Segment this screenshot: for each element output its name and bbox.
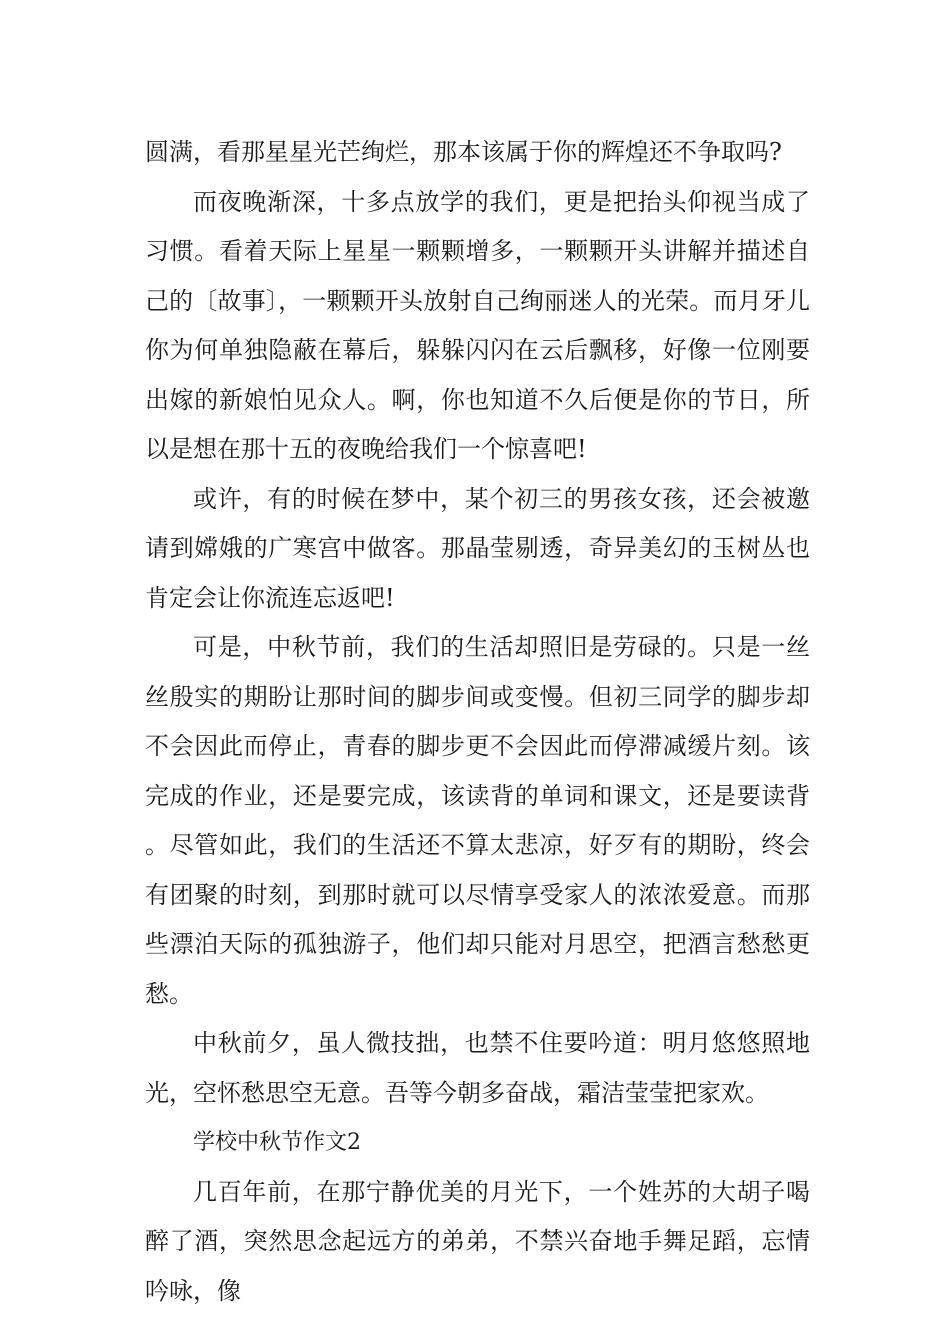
document-body: [145, 128, 810, 1316]
paragraph-busy-life: 可是，中秋节前，我们的生活却照旧是劳碌的。只是一丝丝殷实的期盼让那时间的脚步间或变慢。但初三同学的脚步却不会因此而停止，青春的脚步更不会因此而停滞减缓片刻。该完成的作业，还是要完成，该读背的单词和课文，还是要读背。尽管如此，我们的生活还不算太悲凉，好歹有的期盼，终会有团聚的时刻，到那时就可以尽情享受家人的浓浓爱意。而那些漂泊天际的孤独游子，他们却只能对月思空，把酒言愁愁更愁。: [145, 633, 810, 1008]
paragraph-night-stars: 而夜晚渐深，十多点放学的我们，更是把抬头仰视当成了习惯。看着天际上星星一颗颗增多，一颗颗开头讲解并描述自己的〔故事〕，一颗颗开头放射自己绚丽迷人的光荣。而月牙儿你为何单独隐蔽在幕后，躲躲闪闪在云后飘移，好像一位刚要出嫁的新娘怕见众人。啊，你也知道不久后便是你的节日，所以是想在那十五的夜晚给我们一个惊喜吧!: [145, 187, 810, 463]
section-heading: 学校中秋节作文2: [193, 1130, 361, 1155]
paragraph-dream-palace: 或许，有的时候在梦中，某个初三的男孩女孩，还会被邀请到嫦娥的广寒宫中做客。那晶莹剔透，奇异美幻的玉树丛也肯定会让你流连忘返吧!: [145, 484, 810, 612]
paragraph-continuation: 圆满，看那星星光芒绚烂，那本该属于你的辉煌还不争取吗?: [145, 138, 782, 166]
paragraph-su-moonlight: 几百年前，在那宁静优美的月光下，一个姓苏的大胡子喝醉了酒，突然思念起远方的弟弟，不禁兴奋地手舞足蹈，忘情吟咏，像: [145, 1177, 810, 1305]
paragraph-poem: 中秋前夕，虽人微技拙，也禁不住要吟道：明月悠悠照地光，空怀愁思空无意。吾等今朝多奋战，霜洁莹莹把家欢。: [145, 1029, 810, 1107]
